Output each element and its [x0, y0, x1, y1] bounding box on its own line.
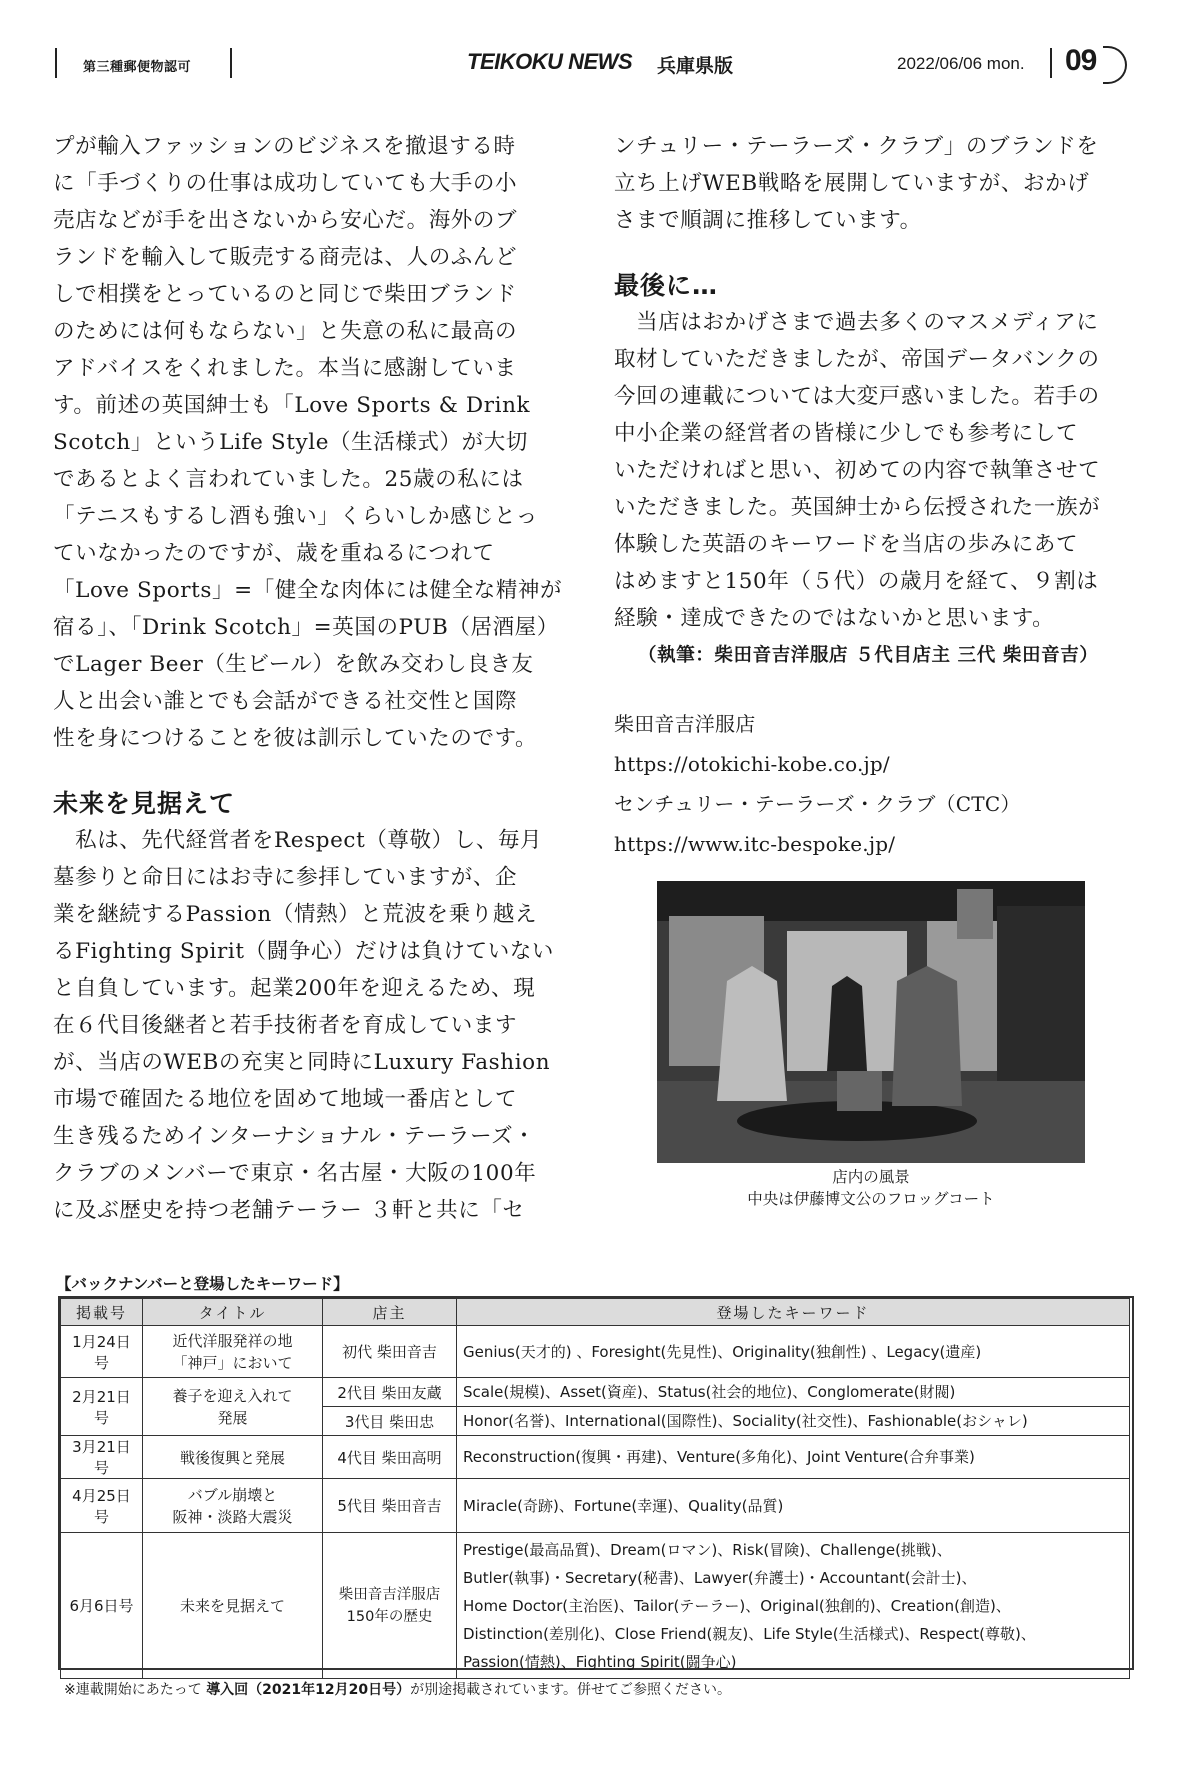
text-line: す。前述の英国紳士も「Love Sports & Drink: [53, 393, 531, 418]
owner-cell: 2代目 柴田友蔵: [323, 1378, 457, 1407]
text-line: 立ち上げWEB戦略を展開していますが、おかげ: [614, 171, 1090, 196]
table-row: [61, 1479, 1130, 1533]
header-divider-left: [55, 48, 57, 78]
text-line: 中小企業の経営者の皆様に少しでも参考にして: [614, 421, 1079, 446]
owner-cell: 柴田音吉洋服店 150年の歴史: [323, 1533, 457, 1679]
right-column: [614, 128, 1139, 864]
edition-name: 兵庫県版: [657, 55, 734, 77]
text-line: ていなかったのですが、歳を重ねるにつれて: [53, 541, 495, 566]
publication-name: TEIKOKU NEWS: [467, 49, 633, 74]
text-line: 体験した英語のキーワードを当店の歩みにあて: [614, 532, 1079, 557]
text-line: 在６代目後継者と若手技術者を育成しています: [53, 1013, 518, 1038]
text-line: 生き残るためインターナショナル・テーラーズ・: [53, 1124, 536, 1149]
table-row: [61, 1436, 1130, 1479]
text-line: ランドを輸入して販売する商売は、人のふんど: [53, 245, 518, 270]
club-name: センチュリー・テーラーズ・クラブ（CTC）: [614, 792, 1021, 816]
table-footnote: [64, 1679, 731, 1699]
title-cell: 戦後復興と発展: [143, 1436, 323, 1479]
owner-cell: 5代目 柴田音吉: [323, 1479, 457, 1533]
text-line: 性を身につけることを彼は訓示していたのです。: [53, 726, 538, 751]
section-heading-future: 未来を見据えて: [53, 789, 236, 818]
club-url-link[interactable]: https://www.itc-bespoke.jp/: [614, 832, 896, 856]
text-line: 業を継続するPassion（情熱）と荒波を乗り越え: [53, 902, 538, 927]
keywords-cell: Miracle(奇跡)、Fortune(幸運)、Quality(品質): [457, 1479, 1130, 1533]
text-line: しで相撲をとっているのと同じで柴田ブランド: [53, 282, 517, 307]
header-divider-right: [1050, 48, 1052, 78]
photo-caption-line2: 中央は伊藤博文公のフロッグコート: [747, 1190, 995, 1208]
shop-interior-photo: [657, 881, 1085, 1163]
owner-cell: 4代目 柴田高明: [323, 1436, 457, 1479]
issue-cell: 3月21日号: [61, 1436, 143, 1479]
table-row: [61, 1326, 1130, 1378]
text-line: のためには何もならない」と失意の私に最高の: [53, 319, 518, 344]
text-line: と自負しています。起業200年を迎えるため、現: [53, 976, 536, 1001]
text-line: 私は、先代経営者をRespect（尊敬）し、毎月: [53, 828, 543, 853]
text-line: 「Love Sports」=「健全な肉体には健全な精神が: [53, 578, 563, 603]
issue-date: 2022/06/06 mon.: [897, 54, 1025, 73]
keywords-cell: Genius(天才的) 、Foresight(先見性)、Originality(独創性) 、Legacy(遺産): [457, 1326, 1130, 1378]
page-header: [55, 44, 1135, 84]
text-line: 取材していただきましたが、帝国データバンクの: [614, 347, 1100, 372]
text-line: 宿る」、「Drink Scotch」=英国のPUB（居酒屋）: [53, 615, 559, 640]
text-line: 今回の連載については大変戸惑いました。若手の: [614, 384, 1100, 409]
keywords-cell: Reconstruction(復興・再建)、Venture(多角化)、Joint Venture(合弁事業): [457, 1436, 1130, 1479]
table-row: [61, 1378, 1130, 1407]
right-paragraph-2: [614, 304, 1139, 637]
column-header: 登場したキーワード: [457, 1299, 1130, 1326]
column-header: タイトル: [143, 1299, 323, 1326]
text-line: Scotch」というLife Style（生活様式）が大切: [53, 430, 528, 455]
shop-name: 柴田音吉洋服店: [614, 712, 756, 736]
title-cell: 未来を見据えて: [143, 1533, 323, 1679]
text-line: はめますと150年（５代）の歳月を経て、９割は: [614, 569, 1099, 594]
text-line: 人と出会い誰とでも会話ができる社交性と国際: [53, 689, 518, 714]
header-divider-middle: [230, 48, 232, 78]
left-column: [53, 128, 578, 1229]
owner-cell: 3代目 柴田忠: [323, 1407, 457, 1436]
text-line: クラブのメンバーで東京・名古屋・大阪の100年: [53, 1161, 537, 1186]
table-header-row: [61, 1299, 1130, 1326]
text-line: 当店はおかげさまで過去多くのマスメディアに: [614, 310, 1099, 335]
text-line: であるとよく言われていました。25歳の私には: [53, 467, 524, 492]
keywords-cell: Honor(名誉)、International(国際性)、Sociality(社交性)、Fashionable(おシャレ): [457, 1407, 1130, 1436]
photo-caption: [657, 1166, 1085, 1210]
text-line: ンチュリー・テーラーズ・クラブ」のブランドを: [614, 134, 1099, 159]
issue-cell: 2月21日号: [61, 1378, 143, 1436]
footnote-prefix: ※連載開始にあたって: [64, 1682, 207, 1698]
keywords-cell: Scale(規模)、Asset(資産)、Status(社会的地位)、Conglomerate(財閥): [457, 1378, 1130, 1407]
text-line: でLager Beer（生ビール）を飲み交わし良き友: [53, 652, 534, 677]
section-heading-finally: 最後に…: [614, 271, 719, 300]
text-line: いただければと思い、初めての内容で執筆させて: [614, 458, 1101, 483]
text-line: プが輸入ファッションのビジネスを撤退する時: [53, 134, 516, 159]
left-paragraph-1: [53, 128, 578, 757]
keywords-cell: Prestige(最高品質)、Dream(ロマン)、Risk(冒険)、Challenge(挑戦)、 Butler(執事)・Secretary(秘書)、Lawyer(弁護士)・Accountant(会計士)、 Home Doctor(主治医)、Tailor(テーラー)、Original(独創的)、Creation(創造)、 Distinction(差別化)、Close Friend(親友)、Life Style(生活様式)、Respect(尊敬)、 Passion(情熱)、Fighting Spirit(闘争心): [457, 1533, 1130, 1679]
text-line: さまで順調に推移しています。: [614, 208, 922, 233]
text-line: に「手づくりの仕事は成功していても大手の小: [53, 171, 518, 196]
photo-caption-line1: 店内の風景: [832, 1168, 910, 1186]
column-header: 掲載号: [61, 1299, 143, 1326]
table-title: 【バックナンバーと登場したキーワード】: [56, 1275, 349, 1293]
contact-info: [614, 704, 1139, 864]
text-line: 売店などが手を出さないから安心だ。海外のブ: [53, 208, 518, 233]
keyword-table: [60, 1298, 1130, 1679]
right-paragraph-1: [614, 128, 1139, 239]
text-line: 市場で確固たる地位を固めて地域一番店として: [53, 1087, 518, 1112]
issue-cell: 6月6日号: [61, 1533, 143, 1679]
text-line: が、当店のWEBの充実と同時にLuxury Fashion: [53, 1050, 551, 1075]
owner-cell: 初代 柴田音吉: [323, 1326, 457, 1378]
footnote-suffix: が別途掲載されています。併せてご参照ください。: [410, 1682, 732, 1698]
text-line: 墓参りと命日にはお寺に参拝していますが、企: [53, 865, 518, 890]
text-line: いただきました。英国紳士から伝授された一族が: [614, 495, 1101, 520]
text-line: アドバイスをくれました。本当に感謝していま: [53, 356, 517, 381]
footnote-intro-issue: 導入回（2021年12月20日号）: [206, 1682, 411, 1698]
left-paragraph-2: [53, 822, 578, 1229]
text-line: 経験・達成できたのではないかと思います。: [614, 606, 1055, 631]
title-cell: バブル崩壊と 阪神・淡路大震災: [143, 1479, 323, 1533]
page-number-arc: [1103, 46, 1127, 84]
text-line: るFighting Spirit（闘争心）だけは負けていない: [53, 939, 555, 964]
column-header: 店主: [323, 1299, 457, 1326]
issue-cell: 1月24日号: [61, 1326, 143, 1378]
postal-permit: 第三種郵便物認可: [83, 60, 192, 75]
title-cell: 養子を迎え入れて 発展: [143, 1378, 323, 1436]
author-credit: （執筆：柴田音吉洋服店 ５代目店主 三代 柴田音吉）: [638, 645, 1099, 666]
shop-url-link[interactable]: https://otokichi-kobe.co.jp/: [614, 752, 890, 776]
issue-cell: 4月25日号: [61, 1479, 143, 1533]
title-cell: 近代洋服発祥の地 「神戸」において: [143, 1326, 323, 1378]
text-line: 「テニスもするし酒も強い」くらいしか感じとっ: [53, 504, 538, 529]
table-row: [61, 1533, 1130, 1679]
text-line: に及ぶ歴史を持つ老舗テーラー ３軒と共に「セ: [53, 1198, 525, 1223]
page-number: 09: [1065, 44, 1097, 77]
